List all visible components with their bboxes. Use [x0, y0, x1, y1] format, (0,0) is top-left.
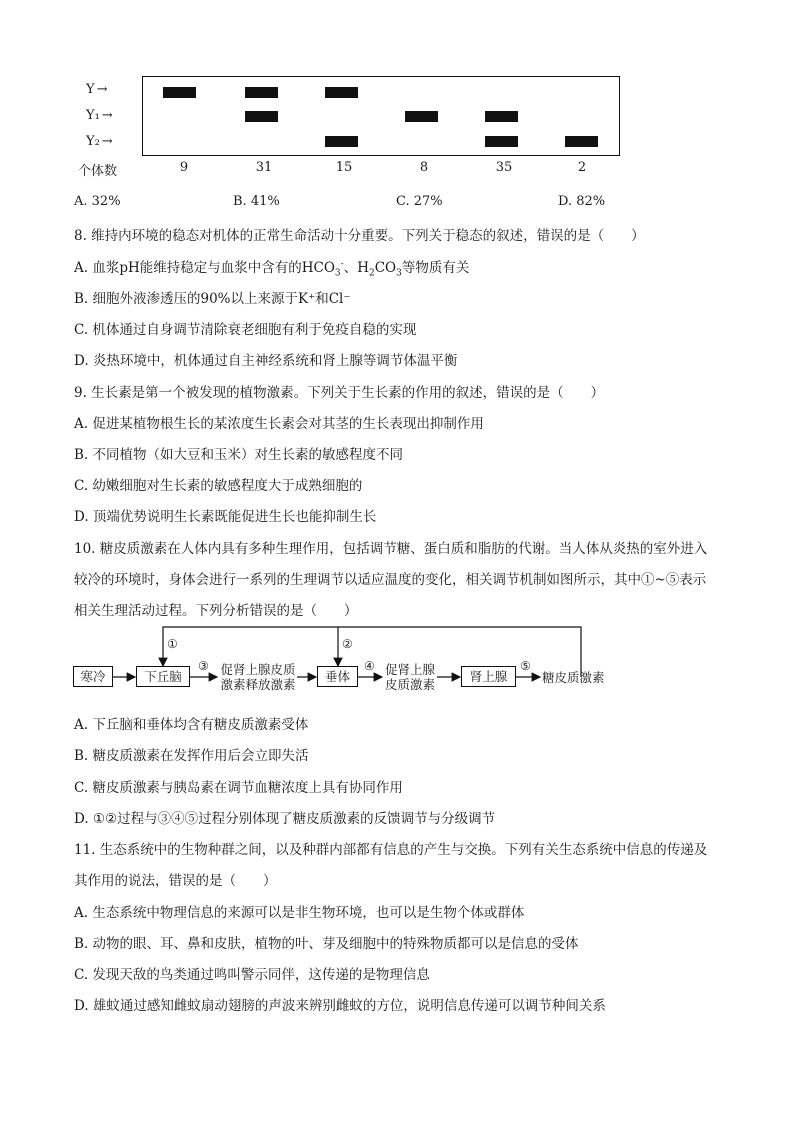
label-crh: 促肾上腺皮质 激素释放激素 [220, 662, 296, 692]
gel-count: 9 [179, 160, 189, 175]
q10-stem-line-3: 相关生理活动过程。下列分析错误的是（ ） [74, 603, 358, 619]
step-5-marker: ⑤ [520, 659, 531, 673]
box-adrenal: 肾上腺 [461, 666, 516, 687]
q9-stem: 9. 生长素是第一个被发现的植物激素。下列关于生长素的作用的叙述，错误的是（ ） [74, 385, 605, 401]
box-pituitary: 垂体 [317, 666, 358, 687]
gel-count: 8 [419, 160, 429, 175]
q11-stem-line-2: 其作用的说法，错误的是（ ） [74, 873, 277, 889]
gel-count-label: 个体数 [78, 164, 118, 179]
q9-option-c: C. 幼嫩细胞对生长素的敏感程度大于成熟细胞的 [74, 478, 363, 494]
q10-option-b: B. 糖皮质激素在发挥作用后会立即失活 [74, 748, 309, 764]
q11-stem-line-1: 11. 生态系统中的生物种群之间，以及种群内部都有信息的产生与交换。下列有关生态系统中信息的传递及 [74, 842, 708, 858]
q10-option-d: D. ①②过程与③④⑤过程分别体现了糖皮质激素的反馈调节与分级调节 [74, 811, 496, 827]
q10-option-c: C. 糖皮质激素与胰岛素在调节血糖浓度上具有协同作用 [74, 780, 403, 796]
label-glucocorticoid: 糖皮质激素 [542, 670, 605, 685]
label-acth: 促肾上腺 皮质激素 [384, 662, 435, 692]
step-2-marker: ② [342, 637, 353, 651]
gel-row-label-y1: Y₁ → [86, 108, 113, 123]
gel-count: 35 [495, 160, 513, 175]
q9-option-b: B. 不同植物（如大豆和玉米）对生长素的敏感程度不同 [74, 447, 404, 463]
q10-option-a: A. 下丘脑和垂体均含有糖皮质激素受体 [74, 717, 309, 733]
q8-stem: 8. 维持内环境的稳态对机体的正常生命活动十分重要。下列关于稳态的叙述，错误的是（ ） [74, 228, 645, 244]
box-hypothalamus: 下丘脑 [136, 666, 190, 687]
q11-option-b: B. 动物的眼、耳、鼻和皮肤，植物的叶、芽及细胞中的特殊物质都可以是信息的受体 [74, 936, 579, 952]
q8-option-a: A. 血浆pH能维持稳定与血浆中含有的$HCO_3^-$、$H_2CO_3$等物质有关 [74, 259, 470, 279]
q9-option-a: A. 促进某植物根生长的某浓度生长素会对其茎的生长表现出抑制作用 [74, 416, 484, 432]
q10-stem-line-2: 较冷的环境时，身体会进行一系列的生理调节以适应温度的变化，相关调节机制如图所示，其中①~⑤表示 [74, 572, 707, 588]
gel-count: 15 [335, 160, 353, 175]
q11-option-c: C. 发现天敌的鸟类通过鸣叫警示同伴，这传递的是物理信息 [74, 967, 430, 983]
q11-option-a: A. 生态系统中物理信息的来源可以是非生物环境，也可以是生物个体或群体 [74, 905, 525, 921]
gel-row-label-y2: Y₂ → [86, 134, 113, 149]
q11-option-d: D. 雄蚊通过感知雌蚊扇动翅膀的声波来辨别雌蚊的方位，说明信息传递可以调节种间关系 [74, 998, 606, 1014]
q7-option-b: B. 41% [233, 194, 280, 209]
q8-option-d: D. 炎热环境中，机体通过自主神经系统和肾上腺等调节体温平衡 [74, 353, 458, 369]
box-cold: 寒冷 [73, 666, 113, 687]
q7-option-c: C. 27% [396, 194, 443, 209]
gel-row-label-y: Y → [86, 82, 108, 97]
q8-option-b: B. 细胞外液渗透压的90%以上来源于K⁺和Cl⁻ [74, 291, 351, 307]
step-4-marker: ④ [364, 659, 375, 673]
gel-count: 2 [577, 160, 587, 175]
q8-option-c: C. 机体通过自身调节清除衰老细胞有利于免疫自稳的实现 [74, 322, 417, 338]
step-3-marker: ③ [198, 659, 209, 673]
step-1-marker: ① [167, 637, 178, 651]
q10-stem-line-1: 10. 糖皮质激素在人体内具有多种生理作用，包括调节糖、蛋白质和脂肪的代谢。当人体从炎热的室外进入 [74, 541, 708, 557]
gel-count: 31 [255, 160, 273, 175]
q9-option-d: D. 顶端优势说明生长素既能促进生长也能抑制生长 [74, 509, 377, 525]
q7-option-a: A. 32% [74, 194, 121, 209]
q7-option-d: D. 82% [558, 194, 606, 209]
